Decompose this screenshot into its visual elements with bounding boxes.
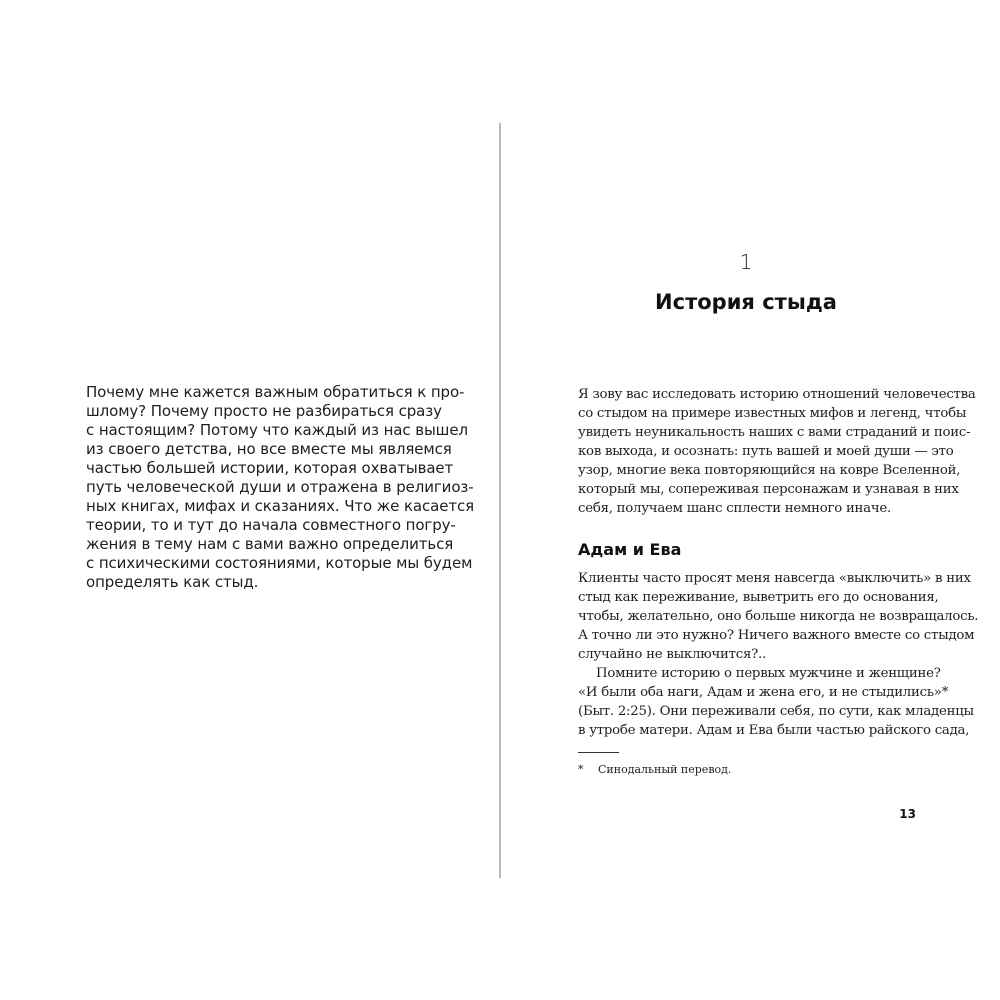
body-line: стыд как переживание, выветрить его до основания, bbox=[578, 590, 939, 605]
paragraph-line: из своего детства, но все вместе мы являемся bbox=[86, 440, 452, 458]
paragraph-line: теории, то и тут до начала совместного погру- bbox=[86, 516, 456, 534]
body-line: в утробе матери. Адам и Ева были частью райского сада, bbox=[578, 723, 970, 738]
body-line: «И были оба наги, Адам и жена его, и не стыдились»* bbox=[578, 685, 949, 700]
paragraph-line: жения в тему нам с вами важно определиться bbox=[86, 535, 454, 553]
page-number: 13 bbox=[899, 807, 916, 821]
paragraph-line: с настоящим? Потому что каждый из нас вышел bbox=[86, 421, 468, 439]
paragraph-line: с психическими состояниями, которые мы будем bbox=[86, 554, 473, 572]
paragraph-line: частью большей истории, которая охватывает bbox=[86, 459, 454, 477]
body-line: (Быт. 2:25). Они переживали себя, по сути, как младенцы bbox=[578, 704, 974, 719]
footnote-text: Синодальный перевод. bbox=[598, 763, 732, 776]
chapter-number: 1 bbox=[739, 250, 753, 274]
intro-line: ков выхода, и осознать: путь вашей и моей души — это bbox=[578, 444, 954, 459]
body-line: А точно ли это нужно? Ничего важного вместе со стыдом bbox=[578, 628, 975, 643]
paragraph-line: Почему мне кажется важным обратиться к про- bbox=[86, 383, 465, 401]
footnote-mark: * bbox=[578, 763, 584, 776]
intro-line: себя, получаем шанс сплести немного иначе. bbox=[578, 501, 891, 516]
intro-line: узор, многие века повторяющийся на ковре Вселенной, bbox=[578, 463, 961, 478]
body-line: случайно не выключится?.. bbox=[578, 647, 766, 662]
intro-line: увидеть неуникальность наших с вами страданий и поис- bbox=[578, 425, 971, 440]
body-line: чтобы, желательно, оно больше никогда не возвращалось. bbox=[578, 609, 979, 624]
chapter-title: История стыда bbox=[655, 290, 837, 314]
paragraph-line: ных книгах, мифах и сказаниях. Что же касается bbox=[86, 497, 475, 515]
footnote bbox=[578, 763, 731, 776]
intro-line: со стыдом на примере известных мифов и легенд, чтобы bbox=[578, 406, 967, 421]
footnote-separator bbox=[578, 752, 619, 753]
section-heading: Адам и Ева bbox=[578, 540, 682, 559]
paragraph-line: путь человеческой души и отражена в религиоз- bbox=[86, 478, 474, 496]
body-line: Клиенты часто просят меня навсегда «выключить» в них bbox=[578, 571, 971, 586]
intro-line: который мы, сопереживая персонажам и узнавая в них bbox=[578, 482, 959, 497]
paragraph-line: шлому? Почему просто не разбираться сразу bbox=[86, 402, 442, 420]
intro-line: Я зову вас исследовать историю отношений человечества bbox=[578, 387, 976, 402]
page-gutter-divider bbox=[499, 123, 501, 878]
body-line: Помните историю о первых мужчине и женщине? bbox=[596, 666, 941, 681]
paragraph-line: определять как стыд. bbox=[86, 573, 259, 591]
